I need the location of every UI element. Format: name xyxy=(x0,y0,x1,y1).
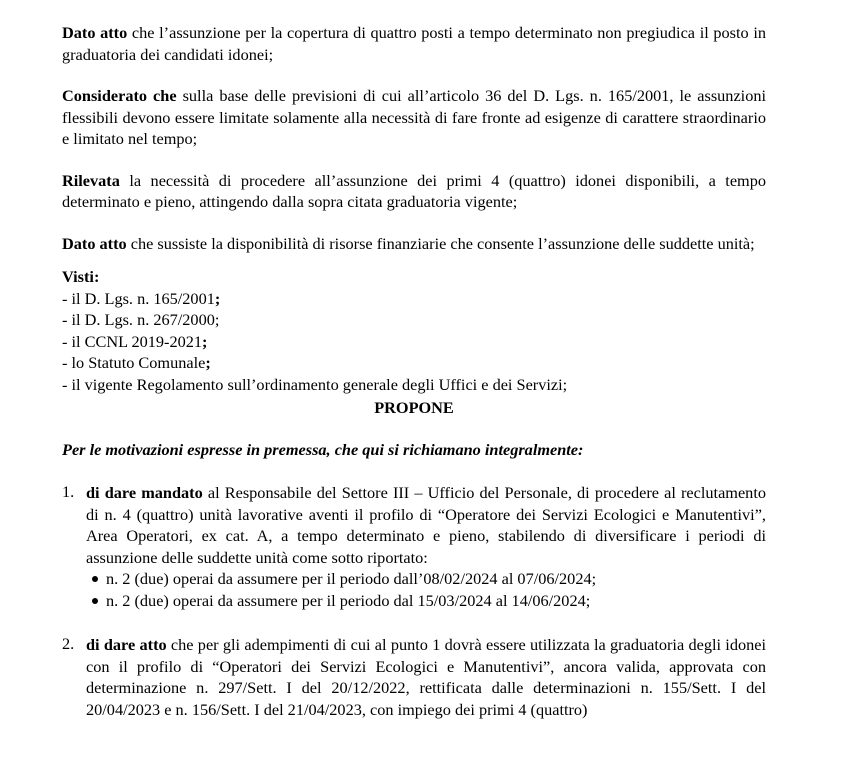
point-lead: di dare mandato xyxy=(86,483,203,502)
point-number: 2. xyxy=(62,634,75,653)
visti-item: - il CCNL 2019-2021; xyxy=(62,331,208,351)
paragraph-lead: Dato atto xyxy=(62,233,127,253)
point-text: di dare atto che per gli adempimenti di cui al punto 1 dovrà essere utilizzata la graduatoria degli idonei con il profilo di “Operatori dei Servizi Ecologici e Manutentivi”, ancora valida, approvata con determinazione n. 297/Sett. I del 20/12/2022, rettificata dalle determinazioni n. 155/Sett. I del 20/04/2023 e n. 156/Sett. I del 21/04/2023, con impiego dei primi 4 (quattro) xyxy=(86,635,766,719)
propone-heading: PROPONE xyxy=(374,398,454,417)
point-text: di dare mandato al Responsabile del Settore III – Ufficio del Personale, di procedere al reclutamento di n. 4 (quattro) unità lavorative aventi il profilo di “Operatore dei Servizi Ecologici e Manutentivi”, Area Operatori, ex cat. A, a tempo determinato e pieno, stabilendo di diversificare i periodi di assunzione delle suddette unità come sotto riportato: xyxy=(86,483,766,567)
paragraph-text: che l’assunzione per la copertura di quattro posti a tempo determinato non pregiudica il posto in graduatoria dei candidati idonei; xyxy=(62,23,767,64)
paragraph-lead: Rilevata xyxy=(62,170,120,190)
paragraph-rilevata xyxy=(62,170,766,213)
bullet-item: n. 2 (due) operai da assumere per il periodo dal 15/03/2024 al 14/06/2024; xyxy=(86,590,766,612)
bullet-icon xyxy=(92,576,98,582)
point-number: 1. xyxy=(62,482,75,501)
paragraph-considerato-che xyxy=(62,85,766,150)
paragraph-text: sulla base delle previsioni di cui all’articolo 36 del D. Lgs. n. 165/2001, le assunzioni flessibili devono essere limitate solamente alla necessità di fare fronte ad esigenze di carattere straordinario e limitato nel tempo; xyxy=(62,86,767,148)
paragraph-text: la necessità di procedere all’assunzione dei primi 4 (quattro) idonei disponibili, a tempo determinato e pieno, attingendo dalla sopra citata graduatoria vigente; xyxy=(62,170,766,211)
visti-section xyxy=(62,266,766,395)
paragraph-dato-atto-graduatoria xyxy=(62,22,766,65)
visti-item: - il vigente Regolamento sull’ordinamento generale degli Uffici e dei Servizi; xyxy=(62,374,568,394)
numbered-point-2 xyxy=(62,634,766,720)
bullet-item: n. 2 (due) operai da assumere per il periodo dall’08/02/2024 al 07/06/2024; xyxy=(86,568,766,590)
document-page xyxy=(62,22,766,743)
paragraph-lead: Considerato che xyxy=(62,86,177,105)
bullet-list xyxy=(86,568,766,611)
visti-item: - il D. Lgs. n. 165/2001; xyxy=(62,288,221,308)
paragraph-dato-atto-risorse xyxy=(62,233,766,255)
motivazioni-intro: Per le motivazioni espresse in premessa, che qui si richiamano integralmente: xyxy=(62,439,584,459)
numbered-point-1 xyxy=(62,482,766,611)
visti-heading: Visti: xyxy=(62,267,100,286)
paragraph-lead: Dato atto xyxy=(62,23,128,42)
visti-item: - lo Statuto Comunale; xyxy=(62,353,211,372)
bullet-icon xyxy=(92,598,98,604)
paragraph-text: che sussiste la disponibilità di risorse finanziarie che consente l’assunzione delle suddette unità; xyxy=(126,233,755,253)
point-lead: di dare atto xyxy=(86,635,167,654)
visti-item: - il D. Lgs. n. 267/2000; xyxy=(62,310,220,329)
